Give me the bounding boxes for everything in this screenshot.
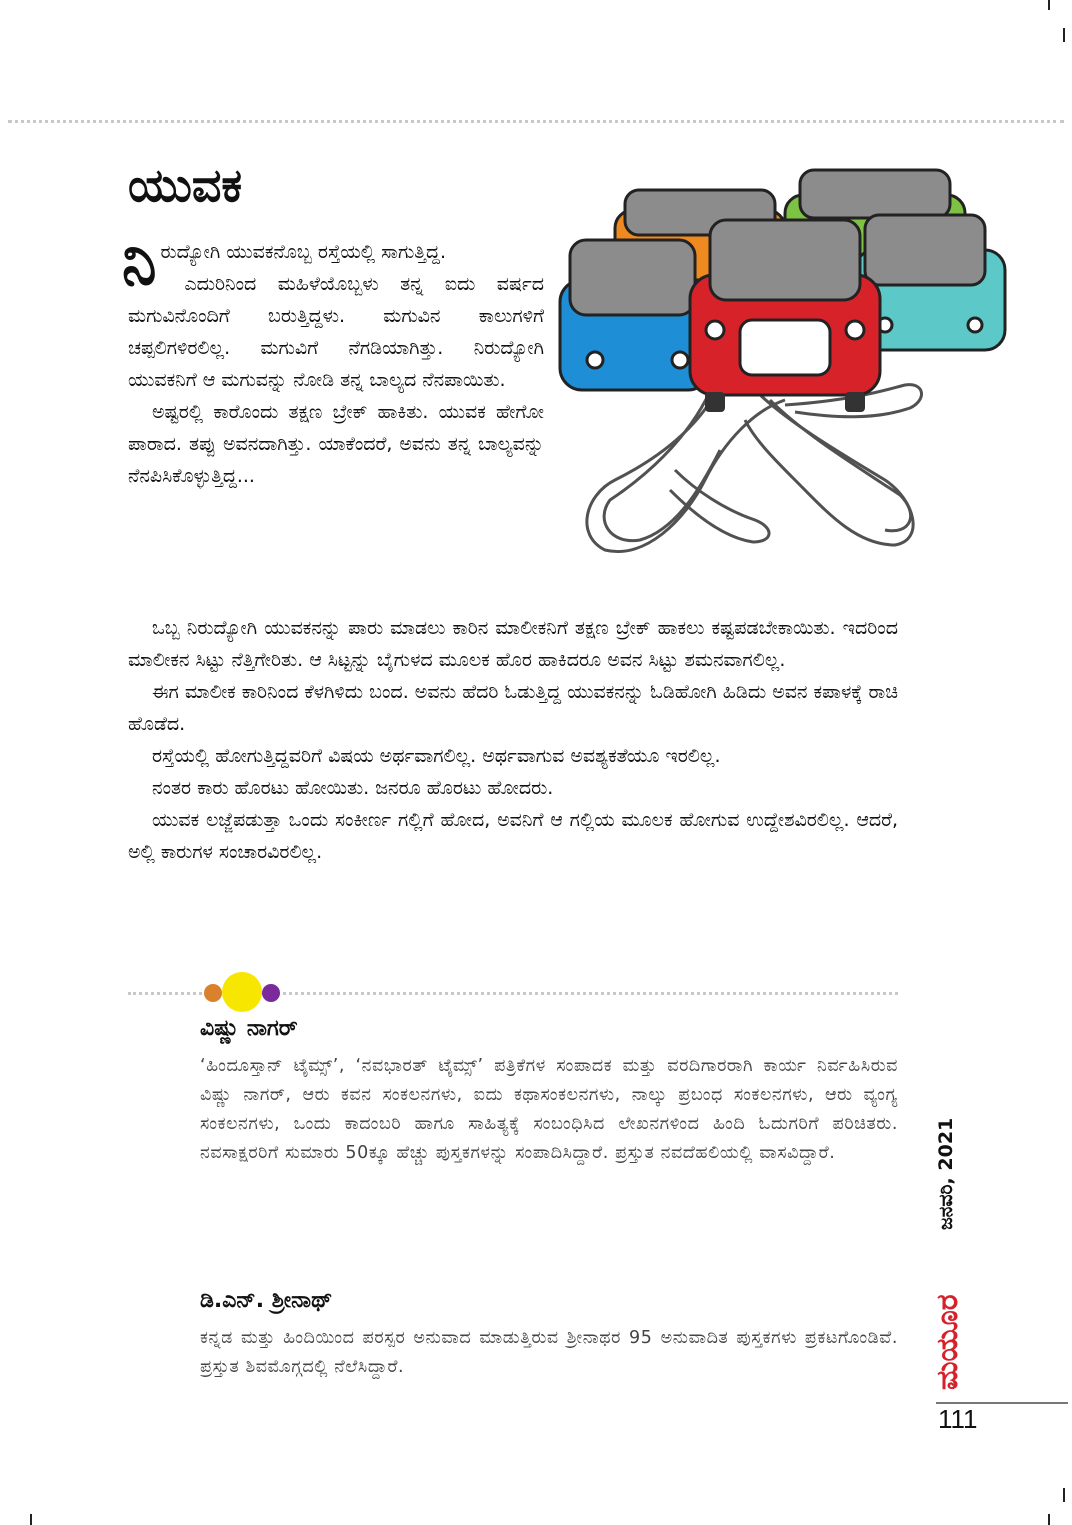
author-name: ವಿಷ್ಣು ನಾಗರ್ bbox=[200, 1016, 298, 1041]
author-bio bbox=[200, 1014, 898, 1168]
story-paragraph: ಅಷ್ಟರಲ್ಲಿ ಕಾರೊಂದು ತಕ್ಷಣ ಬ್ರೇಕ್ ಹಾಕಿತು. ಯುವಕ ಹೇಗೋ ಪಾರಾದ. ತಪ್ಪು ಅವನದಾಗಿತ್ತು. ಯಾಕೆಂದರೆ, ಅವನು ತನ್ನ ಬಾಲ್ಯವನ್ನು ನೆನಪಿಸಿಕೊಳ್ಳುತ್ತಿದ್ದ... bbox=[128, 401, 544, 487]
story-title: ಯುವಕ bbox=[128, 158, 243, 212]
cars-illustration bbox=[555, 150, 1025, 570]
car-red bbox=[690, 220, 880, 412]
story-paragraph: ಎದುರಿನಿಂದ ಮಹಿಳೆಯೊಬ್ಬಳು ತನ್ನ ಐದು ವರ್ಷದ ಮಗುವಿನೊಂದಿಗೆ ಬರುತ್ತಿದ್ದಳು. ಮಗುವಿನ ಕಾಲುಗಳಿಗೆ ಚಪ್ಪಲಿಗಳಿರಲಿಲ್ಲ. ಮಗುವಿಗೆ ನೆಗಡಿಯಾಗಿತ್ತು. ನಿರುದ್ಯೋಗಿ ಯುವಕನಿಗೆ ಆ ಮಗುವನ್ನು ನೋಡಿ ತನ್ನ ಬಾಲ್ಯದ ನೆನಪಾಯಿತು. bbox=[128, 273, 544, 391]
crop-mark bbox=[1048, 1514, 1050, 1525]
divider-dot-orange bbox=[204, 984, 222, 1002]
crop-mark bbox=[1048, 0, 1050, 10]
story-paragraph: ಈಗ ಮಾಲೀಕ ಕಾರಿನಿಂದ ಕೆಳಗಿಳಿದು ಬಂದ. ಅವನು ಹೆದರಿ ಓಡುತ್ತಿದ್ದ ಯುವಕನನ್ನು ಓಡಿಹೋಗಿ ಹಿಡಿದು ಅವನ ಕಪಾಳಕ್ಕೆ ರಾಚಿ ಹೊಡೆದ. bbox=[128, 681, 898, 735]
issue-date: ಜನವರಿ, 2021 bbox=[935, 1117, 957, 1230]
crop-mark bbox=[1063, 28, 1065, 42]
translator-description: ಕನ್ನಡ ಮತ್ತು ಹಿಂದಿಯಿಂದ ಪರಸ್ಪರ ಅನುವಾದ ಮಾಡುತ್ತಿರುವ ಶ್ರೀನಾಥರ 95 ಅನುವಾದಿತ ಪುಸ್ತಕಗಳು ಪ್ರಕಟಗೊಂಡಿವೆ. ಪ್ರಸ್ತುತ ಶಿವಮೊಗ್ಗದಲ್ಲಿ ನೆಲೆಸಿದ್ದಾರೆ. bbox=[200, 1328, 898, 1377]
page-number: 111 bbox=[938, 1404, 978, 1434]
translator-bio bbox=[200, 1286, 898, 1382]
drop-cap: ನಿ bbox=[122, 226, 157, 299]
story-column-narrow bbox=[122, 226, 544, 492]
story-paragraph: ಒಬ್ಬ ನಿರುದ್ಯೋಗಿ ಯುವಕನನ್ನು ಪಾರು ಮಾಡಲು ಕಾರಿನ ಮಾಲೀಕನಿಗೆ ತಕ್ಷಣ ಬ್ರೇಕ್ ಹಾಕಲು ಕಷ್ಟಪಡಬೇಕಾಯಿತು. ಇದರಿಂದ ಮಾಲೀಕನ ಸಿಟ್ಟು ನೆತ್ತಿಗೇರಿತು. ಆ ಸಿಟ್ಟನ್ನು ಬೈಗುಳದ ಮೂಲಕ ಹೊರ ಹಾಕಿದರೂ ಅವನ ಸಿಟ್ಟು ಶಮನವಾಗಲಿಲ್ಲ. bbox=[128, 617, 898, 671]
story-paragraph: ರಸ್ತೆಯಲ್ಲಿ ಹೋಗುತ್ತಿದ್ದವರಿಗೆ ವಿಷಯ ಅರ್ಥವಾಗಲಿಲ್ಲ. ಅರ್ಥವಾಗುವ ಅವಶ್ಯಕತೆಯೂ ಇರಲಿಲ್ಲ. bbox=[152, 745, 721, 767]
divider-dot-purple bbox=[262, 984, 280, 1002]
story-paragraph: ನಿರುದ್ಯೋಗಿ ಯುವಕನೊಬ್ಬ ರಸ್ತೆಯಲ್ಲಿ ಸಾಗುತ್ತಿದ್ದ. bbox=[122, 226, 447, 299]
magazine-logo: ಮಯೂರ bbox=[930, 1294, 965, 1390]
story-paragraph: ಯುವಕ ಲಜ್ಜೆಪಡುತ್ತಾ ಒಂದು ಸಂಕೀರ್ಣ ಗಲ್ಲಿಗೆ ಹೋದ, ಅವನಿಗೆ ಆ ಗಲ್ಲಿಯ ಮೂಲಕ ಹೋಗುವ ಉದ್ದೇಶವಿರಲಿಲ್ಲ. ಆದರೆ, ಅಲ್ಲಿ ಕಾರುಗಳ ಸಂಚಾರವಿರಲಿಲ್ಲ. bbox=[128, 809, 898, 863]
author-description: ‘ಹಿಂದೂಸ್ತಾನ್ ಟೈಮ್ಸ್’, ‘ನವಭಾರತ್ ಟೈಮ್ಸ್’ ಪತ್ರಿಕೆಗಳ ಸಂಪಾದಕ ಮತ್ತು ವರದಿಗಾರರಾಗಿ ಕಾರ್ಯ ನಿರ್ವಹಿಸಿರುವ ವಿಷ್ಣು ನಾಗರ್, ಆರು ಕವನ ಸಂಕಲನಗಳು, ಐದು ಕಥಾಸಂಕಲನಗಳು, ನಾಲ್ಕು ಪ್ರಬಂಧ ಸಂಕಲನಗಳು, ಆರು ವ್ಯಂಗ್ಯ ಸಂಕಲನಗಳು, ಒಂದು ಕಾದಂಬರಿ ಹಾಗೂ ಸಾಹಿತ್ಯಕ್ಕೆ ಸಂಬಂಧಿಸಿದ ಲೇಖನಗಳಿಂದ ಹಿಂದಿ ಓದುಗರಿಗೆ ಪರಿಚಿತರು. ನವಸಾಕ್ಷರರಿಗೆ ಸುಮಾರು 50ಕ್ಕೂ ಹೆಚ್ಚು ಪುಸ್ತಕಗಳನ್ನು ಸಂಪಾದಿಸಿದ್ದಾರೆ. ಪ್ರಸ್ತುತ ನವದೆಹಲಿಯಲ್ಲಿ ವಾಸವಿದ್ದಾರೆ. bbox=[200, 1056, 898, 1163]
story-column-wide bbox=[128, 612, 898, 868]
car-blue bbox=[560, 240, 710, 390]
translator-name: ಡಿ.ಎನ್. ಶ್ರೀನಾಥ್ bbox=[200, 1288, 333, 1313]
crop-mark bbox=[1063, 1488, 1065, 1502]
crop-mark bbox=[30, 1514, 32, 1525]
divider-dot-yellow bbox=[222, 972, 262, 1012]
story-paragraph: ನಂತರ ಕಾರು ಹೊರಟು ಹೋಯಿತು. ಜನರೂ ಹೊರಟು ಹೋದರು. bbox=[152, 777, 554, 799]
top-divider bbox=[8, 120, 1064, 123]
